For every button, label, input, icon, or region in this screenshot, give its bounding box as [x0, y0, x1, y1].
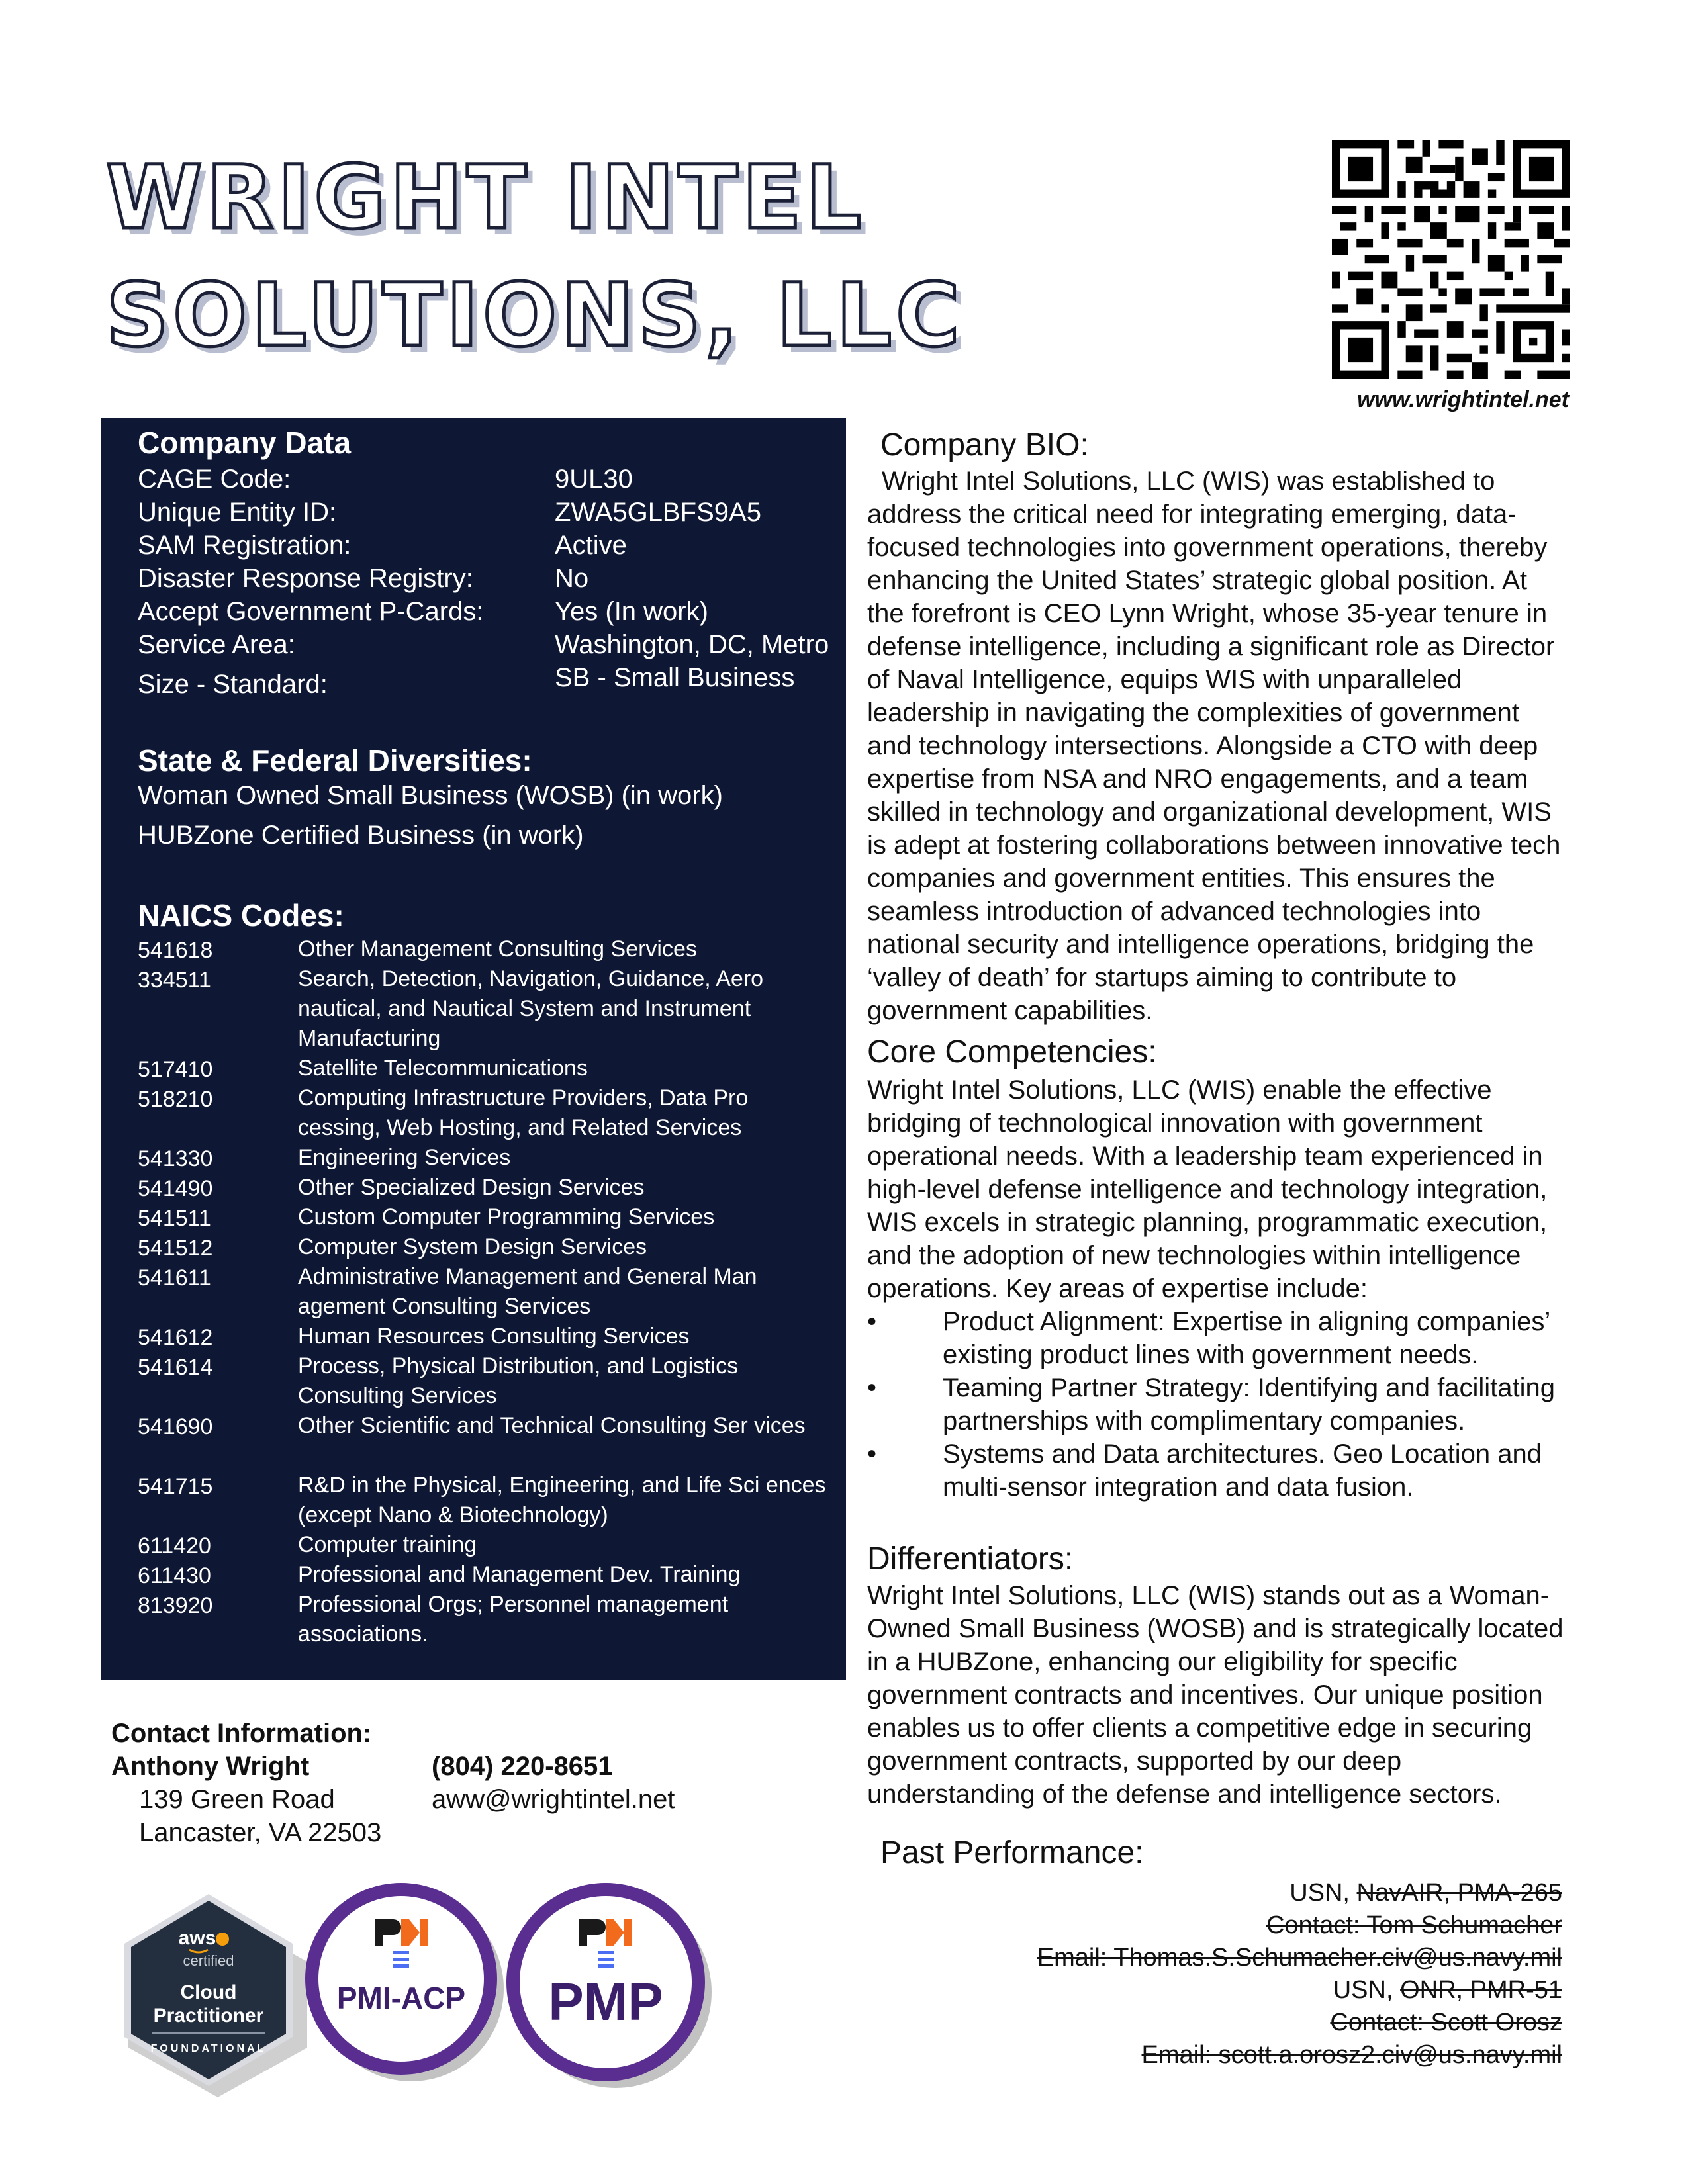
competency-bullet: [867, 1437, 1569, 1504]
bio-text: Wright Intel Solutions, LLC (WIS) was established to address the critical need for integrating emerging, data-focused technologies into government operations, thereby enhancing the United States’ strategic global position. At the forefront is CEO Lynn Wright, whose 35-year tenure in defense intelligence, including a significant role as Director of Naval Intelligence, equips WIS with unparalleled leadership in navigating the complexities of government and technology intersections. Alongside a CTO with deep expertise from NSA and NRO engagements, and a team skilled in technology and organizational development, WIS is adept at fostering collaborations between innovative tech companies and government entities. This ensures the seamless introduction of advanced technologies into national security and intelligence operations, bridging the ‘valley of death’ for startups aiming to contribute to government capabilities.: [867, 467, 1561, 1025]
naics-code: 611420: [138, 1533, 211, 1559]
competencies-heading: Core Competencies:: [867, 1034, 1157, 1069]
company-data-heading: Company Data: [138, 426, 352, 460]
competency-text: Systems and Data architectures. Geo Location and multi-sensor integration and data fusion.: [943, 1439, 1542, 1502]
contact-name: Anthony Wright: [111, 1752, 310, 1781]
diversity-wosb: Woman Owned Small Business (WOSB) (in work): [138, 781, 723, 810]
naics-code: 518210: [138, 1087, 213, 1112]
contact-heading: Contact Information:: [111, 1719, 372, 1748]
bio-heading: Company BIO:: [880, 428, 1089, 463]
diversity-hubzone: HUBZone Certified Business (in work): [138, 821, 584, 850]
service-area-value: Washington, DC, Metro: [555, 630, 829, 659]
naics-desc: Professional Orgs; Personnel management associations.: [298, 1592, 729, 1647]
pp-email[interactable]: Email: scott.a.orosz2.civ@us.navy.mil: [1141, 2041, 1562, 2069]
pp-org: ONR, PMR-51: [1400, 1976, 1562, 2004]
contact-phone[interactable]: (804) 220-8651: [432, 1752, 613, 1781]
naics-code: 541490: [138, 1176, 213, 1201]
differentiators-heading: Differentiators:: [867, 1541, 1074, 1576]
pmp-badge: [496, 1873, 715, 2091]
sam-label: SAM Registration:: [138, 531, 352, 560]
competencies-text: [867, 1073, 1569, 1504]
service-area-label: Service Area:: [138, 630, 295, 659]
bullet-glyph: •: [867, 1373, 877, 1402]
naics-desc: Computing Infrastructure Providers, Data Pro cessing, Web Hosting, and Related Services: [298, 1085, 749, 1140]
aws-line2-text: Practitioner: [153, 2005, 264, 2026]
contact-street: 139 Green Road: [139, 1785, 335, 1814]
uei-value: ZWA5GLBFS9A5: [555, 498, 761, 527]
naics-desc: Other Scientific and Technical Consulting Ser vices: [298, 1413, 806, 1438]
competency-text: Teaming Partner Strategy: Identifying and facilitating partnerships with complimentary companies.: [943, 1373, 1555, 1435]
naics-code: 541511: [138, 1206, 211, 1231]
disaster-label: Disaster Response Registry:: [138, 564, 473, 593]
website-link[interactable]: www.wrightintel.net: [1357, 387, 1569, 412]
pcard-label: Accept Government P-Cards:: [138, 597, 484, 626]
pp-email[interactable]: Email: Thomas.S.Schumacher.civ@us.navy.mil: [1037, 1944, 1562, 1972]
naics-desc: Computer System Design Services: [298, 1234, 647, 1259]
naics-desc: Engineering Services: [298, 1145, 511, 1170]
cage-code-value: 9UL30: [555, 465, 633, 494]
pp-contact: Contact: Tom Schumacher: [1266, 1911, 1562, 1939]
naics-code: 541614: [138, 1355, 213, 1380]
cage-code-label: CAGE Code:: [138, 465, 291, 494]
naics-code: 541512: [138, 1236, 213, 1261]
company-title: [106, 139, 1165, 375]
bullet-glyph: •: [867, 1439, 877, 1469]
pmp-text: PMP: [548, 1972, 663, 2031]
naics-code: 541611: [138, 1265, 211, 1291]
sam-value: Active: [555, 531, 627, 560]
naics-code: 541612: [138, 1325, 213, 1350]
naics-desc: Professional and Management Dev. Training: [298, 1562, 741, 1587]
uei-label: Unique Entity ID:: [138, 498, 337, 527]
naics-desc: Other Management Consulting Services: [298, 936, 697, 962]
naics-code: 541618: [138, 938, 213, 963]
qr-code-icon[interactable]: [1332, 140, 1570, 379]
contact-email[interactable]: aww@wrightintel.net: [432, 1785, 675, 1814]
naics-code: 541330: [138, 1146, 213, 1171]
naics-desc: Other Specialized Design Services: [298, 1175, 645, 1200]
pp-contact: Contact: Scott Orosz: [1330, 2009, 1562, 2036]
aws-certified-text: certified: [183, 1952, 234, 1969]
size-value: SB - Small Business: [555, 663, 795, 692]
size-label: Size - Standard:: [138, 670, 328, 699]
competency-bullet: [867, 1305, 1569, 1371]
title-line-1: WRIGHT INTEL: [106, 147, 866, 249]
pp-org: NavAIR, PMA-265: [1356, 1879, 1562, 1907]
past-performance-list: [1037, 1877, 1562, 2071]
naics-desc: R&D in the Physical, Engineering, and Life Sci ences (except Nano & Biotechnology): [298, 1473, 826, 1527]
aws-line1-text: Cloud: [180, 1981, 237, 2003]
title-line-2: SOLUTIONS, LLC: [106, 265, 964, 367]
pp-entry-org: [1037, 1877, 1562, 1909]
pp-entry-org: [1037, 1974, 1562, 2007]
naics-desc: Satellite Telecommunications: [298, 1056, 588, 1081]
naics-code: 541690: [138, 1414, 213, 1439]
naics-desc: Computer training: [298, 1532, 477, 1557]
naics-desc: Human Resources Consulting Services: [298, 1324, 690, 1349]
differentiators-text: Wright Intel Solutions, LLC (WIS) stands out as a Woman-Owned Small Business (WOSB) and is strategically located in a HUBZone, enhancing our eligibility for specific government contracts and incentives. Our unique position enables us to offer clients a competitive edge in securing government contracts, supported by our deep understanding of the defense and intelligence sectors.: [867, 1581, 1564, 1809]
aws-cloud-practitioner-badge: [99, 1880, 318, 2098]
naics-desc: Administrative Management and General Man agement Consulting Services: [298, 1264, 757, 1319]
aws-brand-text: aws: [178, 1927, 216, 1949]
naics-code: 611430: [138, 1563, 211, 1588]
competencies-intro: Wright Intel Solutions, LLC (WIS) enable the effective bridging of technological innovation with government operational needs. With a leadership team experienced in high-level defense intelligence and technology integration, WIS excels in strategic planning, programmatic execution, and the adoption of new technologies within intelligence operations. Key areas of expertise include:: [867, 1075, 1548, 1303]
diversities-heading: State & Federal Diversities:: [138, 743, 532, 778]
pmi-acp-text: PMI-ACP: [336, 1981, 466, 2015]
naics-code: 813920: [138, 1593, 213, 1618]
pp-prefix: USN,: [1333, 1976, 1401, 2004]
naics-code: 541715: [138, 1474, 213, 1499]
naics-code: 334511: [138, 968, 211, 993]
competency-bullet: [867, 1371, 1569, 1437]
naics-desc: Process, Physical Distribution, and Logistics Consulting Services: [298, 1353, 739, 1408]
pcard-value: Yes (In work): [555, 597, 708, 626]
pmi-acp-badge: [295, 1873, 507, 2085]
competency-text: Product Alignment: Expertise in aligning companies’ existing product lines with government needs.: [943, 1307, 1550, 1369]
company-data-panel: [101, 418, 846, 1680]
naics-heading: NAICS Codes:: [138, 898, 344, 933]
naics-desc: Custom Computer Programming Services: [298, 1205, 715, 1230]
aws-level-text: FOUNDATIONAL: [150, 2043, 267, 2054]
naics-desc: Search, Detection, Navigation, Guidance, Aero nautical, and Nautical System and Instrument Manufacturing: [298, 966, 764, 1051]
pp-prefix: USN,: [1289, 1879, 1357, 1907]
contact-city: Lancaster, VA 22503: [139, 1818, 382, 1847]
disaster-value: No: [555, 564, 589, 593]
past-performance-heading: Past Performance:: [880, 1835, 1144, 1870]
naics-code: 517410: [138, 1057, 213, 1082]
bullet-glyph: •: [867, 1307, 877, 1336]
